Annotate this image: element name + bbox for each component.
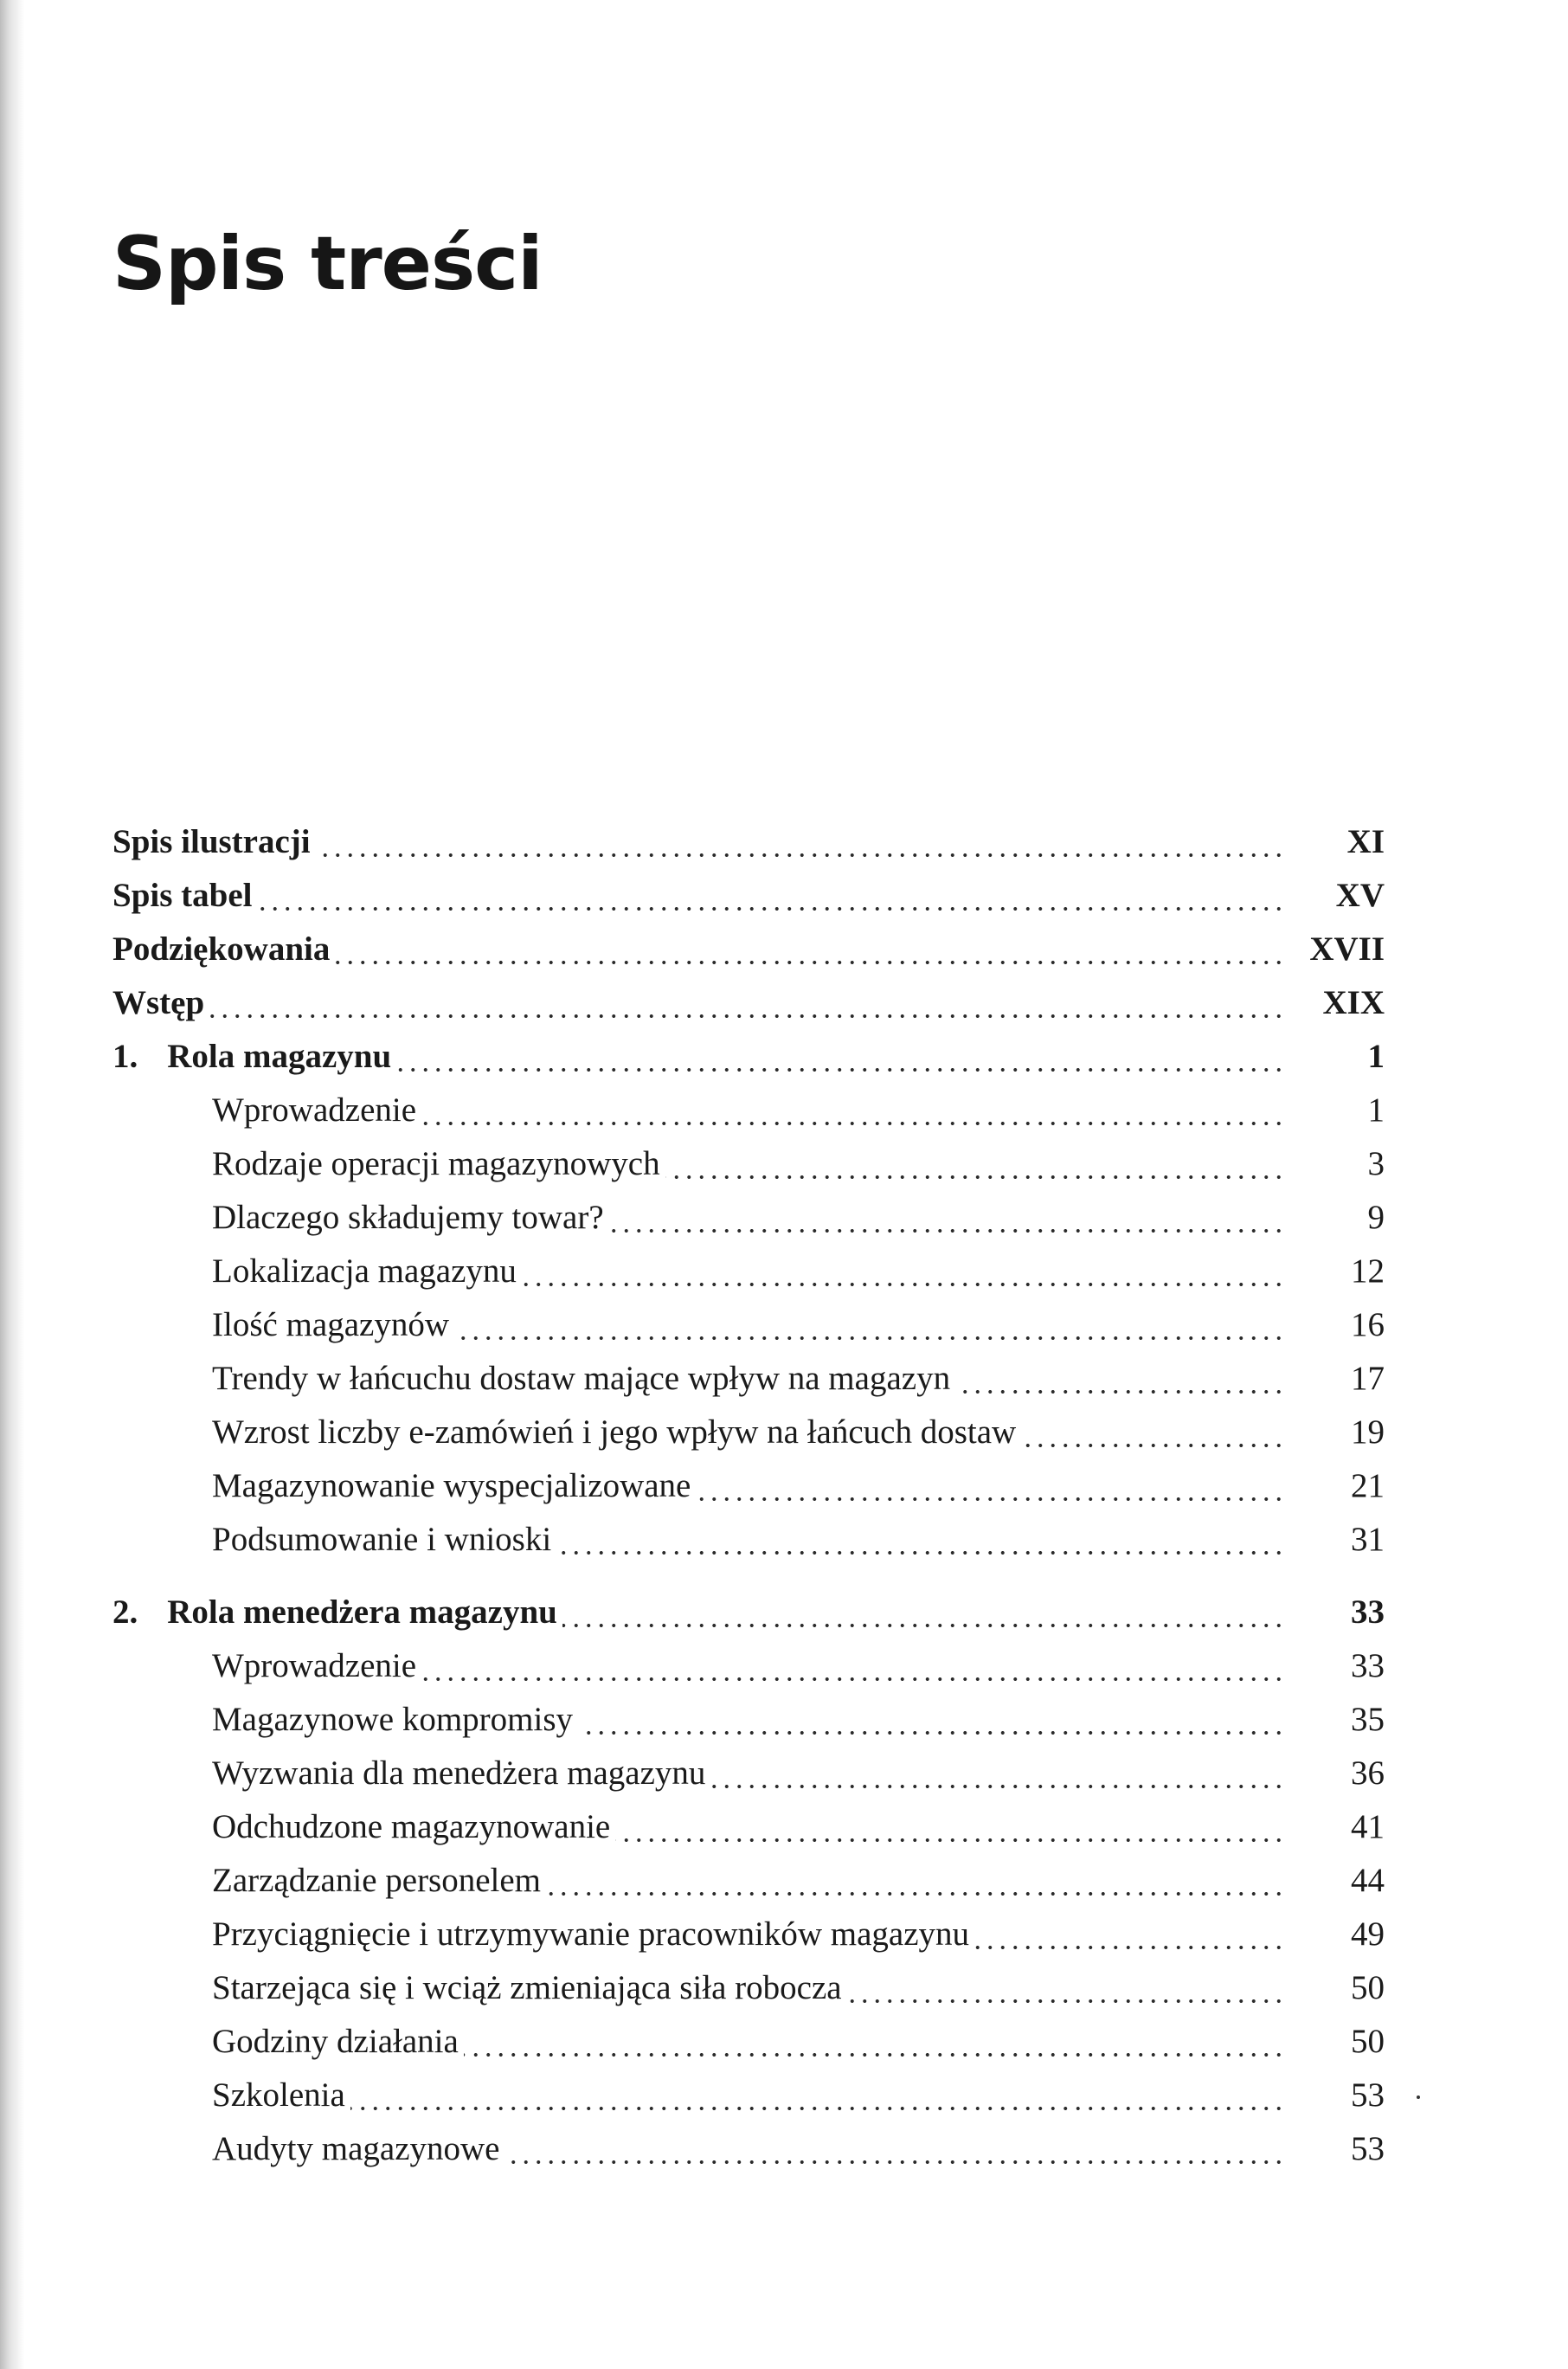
toc-section-page: 44 <box>1351 1854 1385 1908</box>
toc-section-label: Magazynowanie wyspecjalizowane <box>212 1459 696 1513</box>
toc-section[interactable] <box>112 1800 1385 1854</box>
toc-entry-wstep[interactable] <box>112 976 1385 1030</box>
toc-section-label: Odchudzone magazynowanie <box>212 1800 615 1854</box>
toc-section[interactable] <box>112 1459 1385 1513</box>
toc-section-page: 12 <box>1351 1245 1385 1298</box>
toc-section-label: Podsumowanie i wnioski <box>212 1513 556 1567</box>
toc-section[interactable] <box>112 2122 1385 2176</box>
dot-leader <box>1021 1444 1285 1447</box>
toc-section-page: 19 <box>1351 1406 1385 1459</box>
toc-section[interactable] <box>112 1639 1385 1693</box>
dot-leader <box>609 1229 1285 1233</box>
dot-leader <box>209 1014 1285 1018</box>
dot-leader <box>257 907 1285 911</box>
table-of-contents <box>112 815 1385 2176</box>
toc-entry-page: XI <box>1347 815 1385 869</box>
toc-section[interactable] <box>112 1298 1385 1352</box>
toc-section-label: Zarządzanie personelem <box>212 1854 546 1908</box>
dot-leader <box>578 1731 1285 1735</box>
toc-entry-spis-tabel[interactable] <box>112 869 1385 923</box>
toc-section-page: 9 <box>1368 1191 1385 1245</box>
toc-section-page: 36 <box>1351 1747 1385 1800</box>
toc-section-label: Wzrost liczby e-zamówień i jego wpływ na łańcuch dostaw <box>212 1406 1021 1459</box>
dot-leader <box>955 1390 1285 1394</box>
page-title: Spis treści <box>112 221 543 307</box>
dot-leader <box>556 1551 1285 1555</box>
toc-section-label: Wprowadzenie <box>212 1084 421 1137</box>
toc-section-label: Trendy w łańcuchu dostaw mające wpływ na magazyn <box>212 1352 955 1406</box>
scan-speck <box>1417 2095 1420 2099</box>
toc-section-page: 17 <box>1351 1352 1385 1406</box>
toc-section-label: Dlaczego składujemy towar? <box>212 1191 609 1245</box>
toc-section-page: 35 <box>1351 1693 1385 1747</box>
toc-section-page: 21 <box>1351 1459 1385 1513</box>
toc-section[interactable] <box>112 1854 1385 1908</box>
dot-leader <box>974 1946 1285 1949</box>
toc-entry-label: Wstęp <box>112 976 209 1030</box>
toc-chapter-2[interactable] <box>112 1586 1385 1639</box>
toc-section-label: Wprowadzenie <box>212 1639 421 1693</box>
toc-section[interactable] <box>112 1137 1385 1191</box>
toc-section[interactable] <box>112 1747 1385 1800</box>
toc-entry-page: 1 <box>1368 1030 1385 1084</box>
dot-leader <box>421 1122 1285 1125</box>
toc-section-page: 53 <box>1351 2122 1385 2176</box>
scan-edge-shadow <box>0 0 24 2369</box>
dot-leader <box>505 2160 1285 2164</box>
dot-leader <box>350 2107 1285 2110</box>
chapter-label: Rola menedżera magazynu <box>167 1593 557 1631</box>
toc-chapter-1[interactable] <box>112 1030 1385 1084</box>
toc-section[interactable] <box>112 1084 1385 1137</box>
toc-section-page: 41 <box>1351 1800 1385 1854</box>
toc-entry-spis-ilustracji[interactable] <box>112 815 1385 869</box>
toc-entry-page: XVII <box>1309 923 1385 976</box>
dot-leader <box>396 1068 1285 1072</box>
toc-chapter-heading <box>112 1586 562 1639</box>
toc-section-page: 31 <box>1351 1513 1385 1567</box>
dot-leader <box>464 2053 1285 2057</box>
toc-section-label: Szkolenia <box>212 2069 350 2122</box>
toc-section[interactable] <box>112 2015 1385 2069</box>
toc-chapter-heading <box>112 1030 396 1084</box>
dot-leader <box>546 1892 1285 1896</box>
toc-entry-label: Spis ilustracji <box>112 815 316 869</box>
toc-section[interactable] <box>112 2069 1385 2122</box>
chapter-spacer <box>112 1567 1385 1586</box>
toc-section[interactable] <box>112 1961 1385 2015</box>
toc-section[interactable] <box>112 1191 1385 1245</box>
toc-entry-label: Podziękowania <box>112 923 335 976</box>
toc-section-label: Przyciągnięcie i utrzymywanie pracowników magazynu <box>212 1908 974 1961</box>
toc-section-page: 50 <box>1351 2015 1385 2069</box>
toc-section-page: 49 <box>1351 1908 1385 1961</box>
dot-leader <box>316 853 1285 857</box>
toc-entry-page: XV <box>1336 869 1385 923</box>
dot-leader <box>421 1677 1285 1681</box>
dot-leader <box>847 1999 1285 2003</box>
toc-entry-label: Spis tabel <box>112 869 257 923</box>
toc-section-page: 53 <box>1351 2069 1385 2122</box>
toc-section[interactable] <box>112 1693 1385 1747</box>
toc-entry-page: XIX <box>1322 976 1385 1030</box>
toc-section[interactable] <box>112 1513 1385 1567</box>
toc-section[interactable] <box>112 1406 1385 1459</box>
toc-section-page: 1 <box>1368 1084 1385 1137</box>
chapter-number: 1. <box>112 1038 138 1075</box>
toc-section-page: 50 <box>1351 1961 1385 2015</box>
toc-section[interactable] <box>112 1245 1385 1298</box>
toc-section[interactable] <box>112 1352 1385 1406</box>
chapter-label: Rola magazynu <box>167 1038 392 1075</box>
dot-leader <box>710 1785 1285 1788</box>
toc-section-label: Magazynowe kompromisy <box>212 1693 578 1747</box>
toc-section-label: Ilość magazynów <box>212 1298 454 1352</box>
toc-entry-podziekowania[interactable] <box>112 923 1385 976</box>
dot-leader <box>522 1283 1285 1286</box>
toc-section-label: Starzejąca się i wciąż zmieniająca siła robocza <box>212 1961 847 2015</box>
dot-leader <box>335 961 1285 964</box>
toc-section[interactable] <box>112 1908 1385 1961</box>
toc-section-label: Audyty magazynowe <box>212 2122 505 2176</box>
dot-leader <box>562 1624 1285 1627</box>
dot-leader <box>615 1838 1285 1842</box>
toc-section-page: 33 <box>1351 1639 1385 1693</box>
toc-section-label: Lokalizacja magazynu <box>212 1245 522 1298</box>
toc-section-label: Wyzwania dla menedżera magazynu <box>212 1747 710 1800</box>
toc-section-page: 3 <box>1368 1137 1385 1191</box>
dot-leader <box>454 1336 1285 1340</box>
toc-section-label: Godziny działania <box>212 2015 464 2069</box>
dot-leader <box>696 1497 1285 1501</box>
dot-leader <box>665 1175 1285 1179</box>
toc-section-page: 16 <box>1351 1298 1385 1352</box>
toc-section-label: Rodzaje operacji magazynowych <box>212 1137 665 1191</box>
toc-entry-page: 33 <box>1351 1586 1385 1639</box>
chapter-number: 2. <box>112 1593 138 1631</box>
